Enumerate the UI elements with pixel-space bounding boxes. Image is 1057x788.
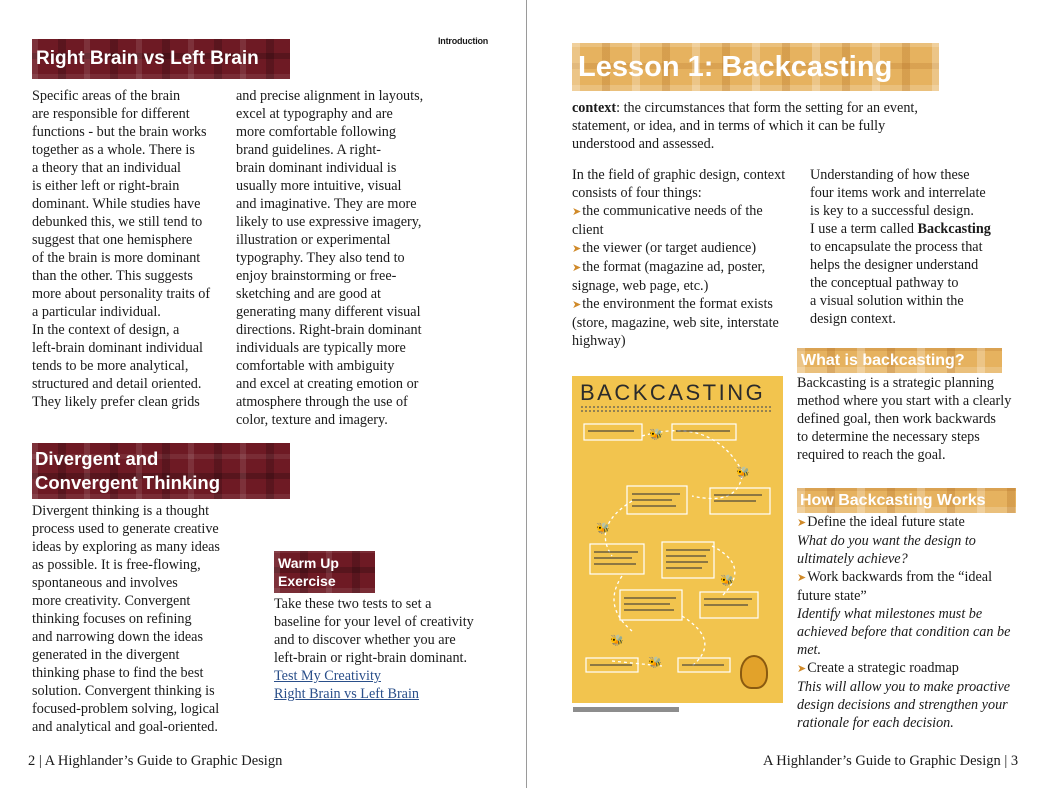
arrow-bullet-icon: ➤: [797, 572, 807, 584]
text-line: to determine the necessary steps: [797, 429, 980, 445]
bee-icon: 🐝: [610, 635, 624, 647]
text-line: a particular individual.: [32, 304, 161, 320]
text-line: and imaginative. They are more: [236, 196, 417, 212]
step-note: achieved before that condition can be: [797, 624, 1011, 640]
arrow-bullet-icon: ➤: [797, 517, 807, 529]
text-line: dominant. While studies have: [32, 196, 201, 212]
section-heading-divergent-convergent: [32, 443, 290, 499]
text-line: comfortable with ambiguity: [236, 358, 395, 374]
text-line: debunked this, we still tend to: [32, 214, 203, 230]
text-line: brand guidelines. A right-: [236, 142, 382, 158]
text-line: client: [572, 222, 604, 238]
infographic-flow-diagram: [572, 376, 783, 703]
text-line: sketching and are good at: [236, 286, 381, 302]
text-line: In the context of design, a: [32, 322, 180, 338]
backcasting-term: Backcasting: [917, 221, 991, 237]
step-note: rationale for each decision.: [797, 715, 954, 731]
text-line: required to reach the goal.: [797, 447, 946, 463]
horizontal-scrollbar[interactable]: [573, 707, 679, 712]
what-is-backcasting-text: [797, 374, 1047, 464]
list-item: the format (magazine ad, poster,: [582, 259, 766, 275]
text-line: typography. They also tend to: [236, 250, 405, 266]
brain-text-column-1: [32, 87, 232, 411]
how-backcasting-works-steps: [797, 513, 1047, 732]
text-line: illustration or experimental: [236, 232, 391, 248]
text-line: In the field of graphic design, context: [572, 167, 786, 183]
text-line: Take these two tests to set a: [274, 596, 432, 612]
text-line: understood and assessed.: [572, 136, 715, 152]
text-line: to encapsulate the process that: [810, 239, 983, 255]
text-line: and analytical and goal-oriented.: [32, 719, 218, 735]
bee-icon: 🐝: [720, 575, 734, 587]
text-line: are responsible for different: [32, 106, 190, 122]
list-item: the viewer (or target audience): [582, 240, 757, 256]
text-line: thinking phase to find the best: [32, 665, 204, 681]
text-line: is either left or right-brain: [32, 178, 180, 194]
text-line: statement, or idea, and in terms of which it can be fully: [572, 118, 886, 134]
text-line: and excel at creating emotion or: [236, 376, 419, 392]
text-line: Specific areas of the brain: [32, 88, 181, 104]
text-line: and to discover whether you are: [274, 632, 456, 648]
backcasting-infographic: [572, 376, 783, 703]
step-title-cont: future state”: [797, 588, 867, 604]
text-line: suggest that one hemisphere: [32, 232, 193, 248]
context-definition: [572, 99, 972, 153]
text-line: signage, web page, etc.): [572, 278, 709, 294]
text-line: and narrowing down the ideas: [32, 629, 203, 645]
list-item: the environment the format exists: [582, 296, 773, 312]
text-line: color, texture and imagery.: [236, 412, 388, 428]
arrow-bullet-icon: ➤: [572, 243, 582, 255]
step-note: ultimately achieve?: [797, 551, 908, 567]
text-line: left-brain or right-brain dominant.: [274, 650, 468, 666]
heading-line: Warm Up: [278, 555, 339, 571]
text-line: as possible. It is free-flowing,: [32, 557, 201, 573]
test-my-creativity-link[interactable]: Test My Creativity: [274, 668, 381, 684]
text-line: generating many different visual: [236, 304, 421, 320]
text-line: solution. Convergent thinking is: [32, 683, 215, 699]
text-line: Understanding of how these: [810, 167, 970, 183]
text-fragment: I use a term called: [810, 221, 918, 237]
running-head: Introduction: [438, 36, 489, 46]
page-spine-divider: [526, 0, 527, 788]
text-line: generated in the divergent: [32, 647, 180, 663]
text-line: design context.: [810, 311, 896, 327]
text-line: spontaneous and involves: [32, 575, 178, 591]
text-line: functions - but the brain works: [32, 124, 207, 140]
lesson-title: Lesson 1: Backcasting: [572, 43, 939, 91]
text-line: of the brain is more dominant: [32, 250, 201, 266]
text-line: more creativity. Convergent: [32, 593, 191, 609]
step-title: Define the ideal future state: [807, 514, 965, 530]
text-line: a theory that an individual: [32, 160, 181, 176]
heading-line: Exercise: [278, 573, 336, 589]
text-line: individuals are typically more: [236, 340, 406, 356]
step-note: design decisions and strengthen your: [797, 697, 1008, 713]
warm-up-heading: [274, 551, 375, 593]
text-line: structured and detail oriented.: [32, 376, 202, 392]
heading-line: Divergent and: [35, 448, 159, 469]
right-brain-left-brain-link[interactable]: Right Brain vs Left Brain: [274, 686, 420, 702]
arrow-bullet-icon: ➤: [572, 299, 582, 311]
list-item: the communicative needs of the: [582, 203, 763, 219]
text-line: more comfortable following: [236, 124, 396, 140]
text-line: thinking focuses on refining: [32, 611, 192, 627]
bee-icon: 🐝: [648, 657, 662, 669]
step-title: Create a strategic roadmap: [807, 660, 959, 676]
understanding-column: [810, 166, 1040, 328]
text-line: brain dominant individual is: [236, 160, 397, 176]
text-line: atmosphere through the use of: [236, 394, 408, 410]
text-line: four items work and interrelate: [810, 185, 986, 201]
text-line: enjoy brainstorming or free-: [236, 268, 397, 284]
text-line: is key to a successful design.: [810, 203, 974, 219]
context-list-column: [572, 166, 804, 350]
text-line: focused-problem solving, logical: [32, 701, 220, 717]
text-line: method where you start with a clearly: [797, 393, 1012, 409]
what-is-backcasting-heading: What is backcasting?: [797, 348, 1002, 373]
text-line: more about personality traits of: [32, 286, 211, 302]
step-note: met.: [797, 642, 822, 658]
text-line: than the other. This suggests: [32, 268, 193, 284]
text-line: together as a whole. There is: [32, 142, 195, 158]
text-line: the conceptual pathway to: [810, 275, 959, 291]
text-line: ideas by exploring as many ideas: [32, 539, 220, 555]
text-line: defined goal, then work backwards: [797, 411, 996, 427]
text-line: excel at typography and are: [236, 106, 393, 122]
arrow-bullet-icon: ➤: [572, 206, 582, 218]
text-line: usually more intuitive, visual: [236, 178, 402, 194]
text-line: highway): [572, 333, 626, 349]
infographic-title: BACKCASTING: [580, 380, 766, 405]
divergent-text: [32, 502, 242, 736]
arrow-bullet-icon: ➤: [572, 262, 582, 274]
warm-up-text: [274, 595, 514, 703]
text-line: They likely prefer clean grids: [32, 394, 200, 410]
text-line: baseline for your level of creativity: [274, 614, 474, 630]
text-line: consists of four things:: [572, 185, 702, 201]
brain-text-column-2: [236, 87, 451, 429]
arrow-bullet-icon: ➤: [797, 663, 807, 675]
left-page-footer: 2 | A Highlander’s Guide to Graphic Design: [28, 753, 283, 769]
bee-icon: 🐝: [596, 523, 610, 535]
step-note: This will allow you to make proactive: [797, 679, 1011, 695]
bee-icon: 🐝: [649, 429, 663, 441]
text-line: process used to generate creative: [32, 521, 219, 537]
text-line: likely to use expressive imagery,: [236, 214, 422, 230]
text-line: tends to be more analytical,: [32, 358, 189, 374]
definition-text: : the circumstances that form the setting for an event,: [616, 100, 918, 116]
text-line: directions. Right-brain dominant: [236, 322, 422, 338]
text-line: Backcasting is a strategic planning: [797, 375, 994, 391]
text-line: (store, magazine, web site, interstate: [572, 315, 779, 331]
how-backcasting-works-heading: How Backcasting Works: [797, 488, 1016, 513]
step-note: Identify what milestones must be: [797, 606, 983, 622]
text-line: and precise alignment in layouts,: [236, 88, 424, 104]
step-title: Work backwards from the “ideal: [807, 569, 993, 585]
beehive-icon: [740, 655, 768, 689]
text-line: helps the designer understand: [810, 257, 979, 273]
definition-term: context: [572, 100, 617, 116]
right-page-footer: A Highlander’s Guide to Graphic Design | 3: [763, 753, 1019, 769]
step-note: What do you want the design to: [797, 533, 976, 549]
text-line: a visual solution within the: [810, 293, 964, 309]
bee-icon: 🐝: [736, 467, 750, 479]
section-heading-right-left-brain: Right Brain vs Left Brain: [32, 39, 290, 79]
heading-line: Convergent Thinking: [35, 472, 220, 493]
text-line: Divergent thinking is a thought: [32, 503, 210, 519]
text-line: left-brain dominant individual: [32, 340, 203, 356]
